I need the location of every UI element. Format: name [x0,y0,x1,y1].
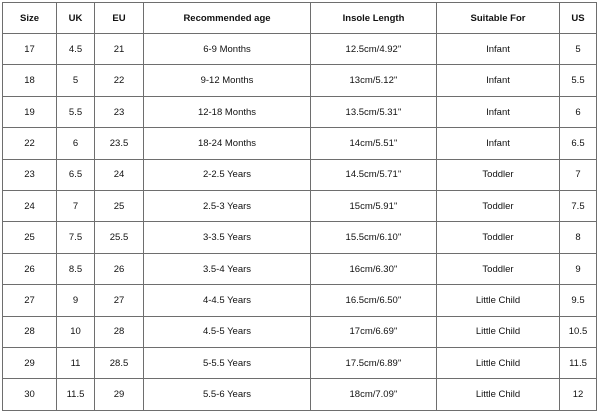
cell-us: 5.5 [560,65,597,96]
cell-eu: 23 [95,96,144,127]
column-header-us: US [560,3,597,34]
cell-recommended-age: 6-9 Months [144,34,311,65]
cell-uk: 7.5 [57,222,95,253]
table-row [3,65,597,96]
cell-insole-length: 12.5cm/4.92'' [311,34,437,65]
cell-size: 19 [3,96,57,127]
column-header-suitable-for: Suitable For [437,3,560,34]
cell-eu: 23.5 [95,128,144,159]
cell-size: 18 [3,65,57,96]
cell-insole-length: 15cm/5.91'' [311,191,437,222]
cell-eu: 27 [95,285,144,316]
cell-insole-length: 17cm/6.69'' [311,316,437,347]
table-row [3,316,597,347]
table-row [3,222,597,253]
cell-insole-length: 17.5cm/6.89'' [311,348,437,379]
cell-recommended-age: 2.5-3 Years [144,191,311,222]
cell-uk: 5 [57,65,95,96]
cell-recommended-age: 4.5-5 Years [144,316,311,347]
table-row [3,379,597,411]
table-row [3,253,597,284]
header-row [3,3,597,34]
cell-uk: 10 [57,316,95,347]
cell-suitable-for: Toddler [437,222,560,253]
cell-insole-length: 15.5cm/6.10'' [311,222,437,253]
cell-recommended-age: 3.5-4 Years [144,253,311,284]
cell-us: 6.5 [560,128,597,159]
cell-suitable-for: Infant [437,34,560,65]
cell-recommended-age: 5.5-6 Years [144,379,311,411]
cell-recommended-age: 2-2.5 Years [144,159,311,190]
cell-insole-length: 16.5cm/6.50'' [311,285,437,316]
cell-suitable-for: Toddler [437,159,560,190]
cell-uk: 4.5 [57,34,95,65]
cell-size: 27 [3,285,57,316]
cell-eu: 25 [95,191,144,222]
cell-suitable-for: Little Child [437,316,560,347]
table-row [3,96,597,127]
cell-uk: 9 [57,285,95,316]
cell-insole-length: 13.5cm/5.31'' [311,96,437,127]
cell-uk: 6 [57,128,95,159]
cell-suitable-for: Toddler [437,253,560,284]
cell-eu: 24 [95,159,144,190]
cell-size: 23 [3,159,57,190]
size-chart-table [2,2,597,411]
cell-size: 17 [3,34,57,65]
column-header-size: Size [3,3,57,34]
cell-suitable-for: Infant [437,96,560,127]
cell-uk: 6.5 [57,159,95,190]
table-row [3,128,597,159]
cell-us: 5 [560,34,597,65]
cell-suitable-for: Toddler [437,191,560,222]
cell-recommended-age: 9-12 Months [144,65,311,96]
cell-us: 9.5 [560,285,597,316]
table-body [3,34,597,411]
table-row [3,285,597,316]
cell-eu: 28.5 [95,348,144,379]
cell-suitable-for: Infant [437,65,560,96]
cell-size: 28 [3,316,57,347]
cell-size: 29 [3,348,57,379]
cell-us: 7.5 [560,191,597,222]
cell-recommended-age: 12-18 Months [144,96,311,127]
table-row [3,191,597,222]
column-header-eu: EU [95,3,144,34]
cell-us: 8 [560,222,597,253]
cell-us: 9 [560,253,597,284]
cell-suitable-for: Little Child [437,379,560,411]
cell-us: 11.5 [560,348,597,379]
cell-recommended-age: 18-24 Months [144,128,311,159]
cell-eu: 29 [95,379,144,411]
cell-suitable-for: Infant [437,128,560,159]
cell-size: 26 [3,253,57,284]
column-header-insole-length: Insole Length [311,3,437,34]
cell-us: 12 [560,379,597,411]
cell-recommended-age: 3-3.5 Years [144,222,311,253]
cell-insole-length: 16cm/6.30'' [311,253,437,284]
cell-uk: 8.5 [57,253,95,284]
cell-size: 24 [3,191,57,222]
cell-suitable-for: Little Child [437,285,560,316]
cell-insole-length: 13cm/5.12'' [311,65,437,96]
cell-us: 10.5 [560,316,597,347]
cell-recommended-age: 4-4.5 Years [144,285,311,316]
column-header-uk: UK [57,3,95,34]
cell-us: 6 [560,96,597,127]
cell-eu: 28 [95,316,144,347]
cell-us: 7 [560,159,597,190]
cell-uk: 11.5 [57,379,95,411]
cell-size: 25 [3,222,57,253]
cell-eu: 25.5 [95,222,144,253]
cell-insole-length: 18cm/7.09'' [311,379,437,411]
cell-eu: 21 [95,34,144,65]
cell-eu: 26 [95,253,144,284]
cell-uk: 5.5 [57,96,95,127]
cell-suitable-for: Little Child [437,348,560,379]
table-row [3,34,597,65]
cell-recommended-age: 5-5.5 Years [144,348,311,379]
table-header [3,3,597,34]
cell-insole-length: 14cm/5.51'' [311,128,437,159]
cell-insole-length: 14.5cm/5.71'' [311,159,437,190]
cell-eu: 22 [95,65,144,96]
cell-size: 22 [3,128,57,159]
cell-uk: 7 [57,191,95,222]
cell-uk: 11 [57,348,95,379]
cell-size: 30 [3,379,57,411]
table-row [3,159,597,190]
column-header-recommended-age: Recommended age [144,3,311,34]
table-row [3,348,597,379]
